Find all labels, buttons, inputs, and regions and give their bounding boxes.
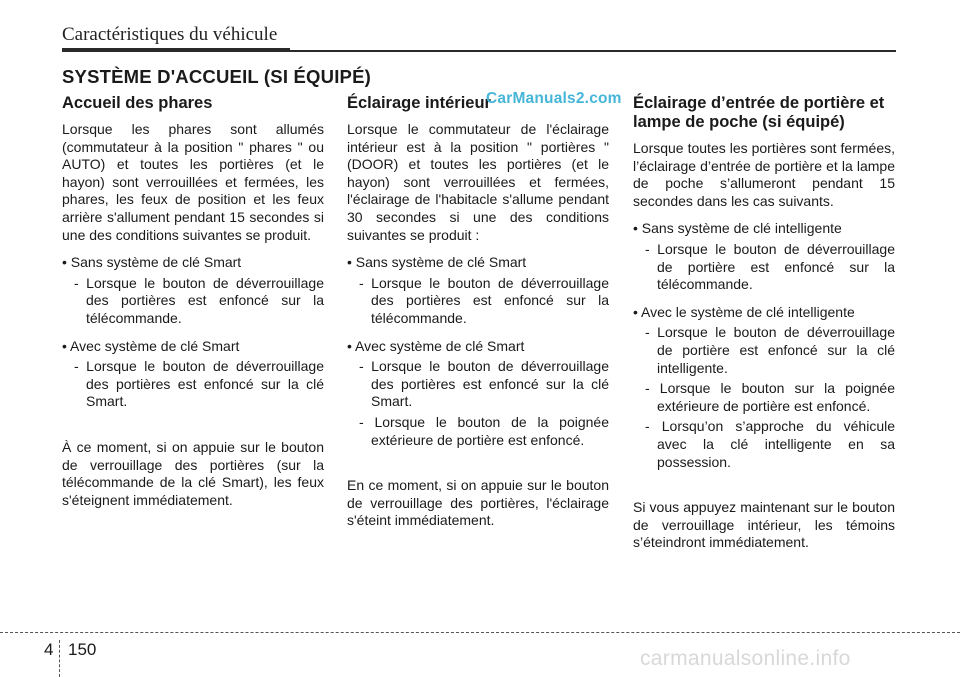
sub-item: - Lorsqu’on s’approche du véhicule avec la clé intelligente en sa possession. xyxy=(645,418,895,470)
sub-item: - Lorsque le bouton de déverrouillage des portières est enfoncé sur la clé Smart. xyxy=(359,358,609,410)
chapter-title: Caractéristiques du véhicule xyxy=(62,24,278,45)
bullet-item: • Avec le système de clé intelligente xyxy=(633,303,855,320)
bullet-item: • Avec système de clé Smart xyxy=(62,337,240,354)
header-rule-thin xyxy=(290,50,896,52)
footer-rule xyxy=(0,632,960,633)
header-rule-thick xyxy=(62,48,290,52)
column-heading: Éclairage intérieur xyxy=(347,94,491,112)
footer-divider xyxy=(59,640,60,677)
sub-item: - Lorsque le bouton de la poignée extérieure de portière est enfoncé. xyxy=(359,413,609,448)
bullet-item: • Sans système de clé intelligente xyxy=(633,220,842,237)
intro-paragraph: Lorsque le commutateur de l'éclairage intérieur est à la position " portières " (DOOR) et toutes les portières (et le hayon) sont verrouillées et fermées, l'éclairage de l'habitacle s'allume pendant 30 secondes si une des conditions suivantes se produit : xyxy=(347,121,609,243)
column-heading: Éclairage d’entrée de portière et lampe de poche (si équipé) xyxy=(633,94,885,131)
watermark-carmanuals2: CarManuals2.com xyxy=(486,90,622,107)
column-door-entry-lamp xyxy=(633,94,895,552)
chapter-number: 4 xyxy=(44,640,54,659)
section-title: SYSTÈME D'ACCUEIL (SI ÉQUIPÉ) xyxy=(62,66,371,87)
bullet-item: • Sans système de clé Smart xyxy=(62,254,242,271)
column-heading: Accueil des phares xyxy=(62,94,213,112)
closing-paragraph: À ce moment, si on appuie sur le bouton de verrouillage des portières (sur la télécommande de la clé Smart), les feux s'éteignent immédiatement. xyxy=(62,438,324,508)
sub-item: - Lorsque le bouton sur la poignée extérieure de portière est enfoncé. xyxy=(645,380,895,414)
sub-item: - Lorsque le bouton de déverrouillage de portière est enfoncé sur la clé intelligente. xyxy=(645,324,895,376)
page-number: 150 xyxy=(68,640,97,659)
sub-item: - Lorsque le bouton de déverrouillage de portière est enfoncé sur la télécommande. xyxy=(645,240,895,293)
sub-item: - Lorsque le bouton de déverrouillage des portières est enfoncé sur la télécommande. xyxy=(74,274,324,326)
sub-item: - Lorsque le bouton de déverrouillage des portières est enfoncé sur la télécommande. xyxy=(359,274,609,326)
closing-paragraph: Si vous appuyez maintenant sur le bouton de verrouillage intérieur, les témoins s’éteindront immédiatement. xyxy=(633,499,895,551)
column-interior-lamp xyxy=(347,94,609,530)
closing-paragraph: En ce moment, si on appuie sur le bouton de verrouillage des portières, l'éclairage s'éteint immédiatement. xyxy=(347,477,609,529)
bullet-item: • Sans système de clé Smart xyxy=(347,254,527,271)
bullet-item: • Avec système de clé Smart xyxy=(347,337,525,354)
column-headlight-welcome xyxy=(62,94,324,509)
intro-paragraph: Lorsque les phares sont allumés (commutateur à la position " phares " ou AUTO) et toutes les portières (et le hayon) sont verrouillées et fermées, les phares, les feux de position et les feux arrière s'allument pendant 15 secondes si une des conditions suivantes se produit. xyxy=(62,121,324,243)
intro-paragraph: Lorsque toutes les portières sont fermées, l’éclairage d’entrée de portière et la lampe de poche s’allumeront pendant 15 secondes dans les cas suivants. xyxy=(633,140,895,209)
sub-item: - Lorsque le bouton de déverrouillage des portières est enfoncé sur la clé Smart. xyxy=(74,358,324,410)
watermark-carmanualsonline: carmanualsonline.info xyxy=(640,647,851,670)
